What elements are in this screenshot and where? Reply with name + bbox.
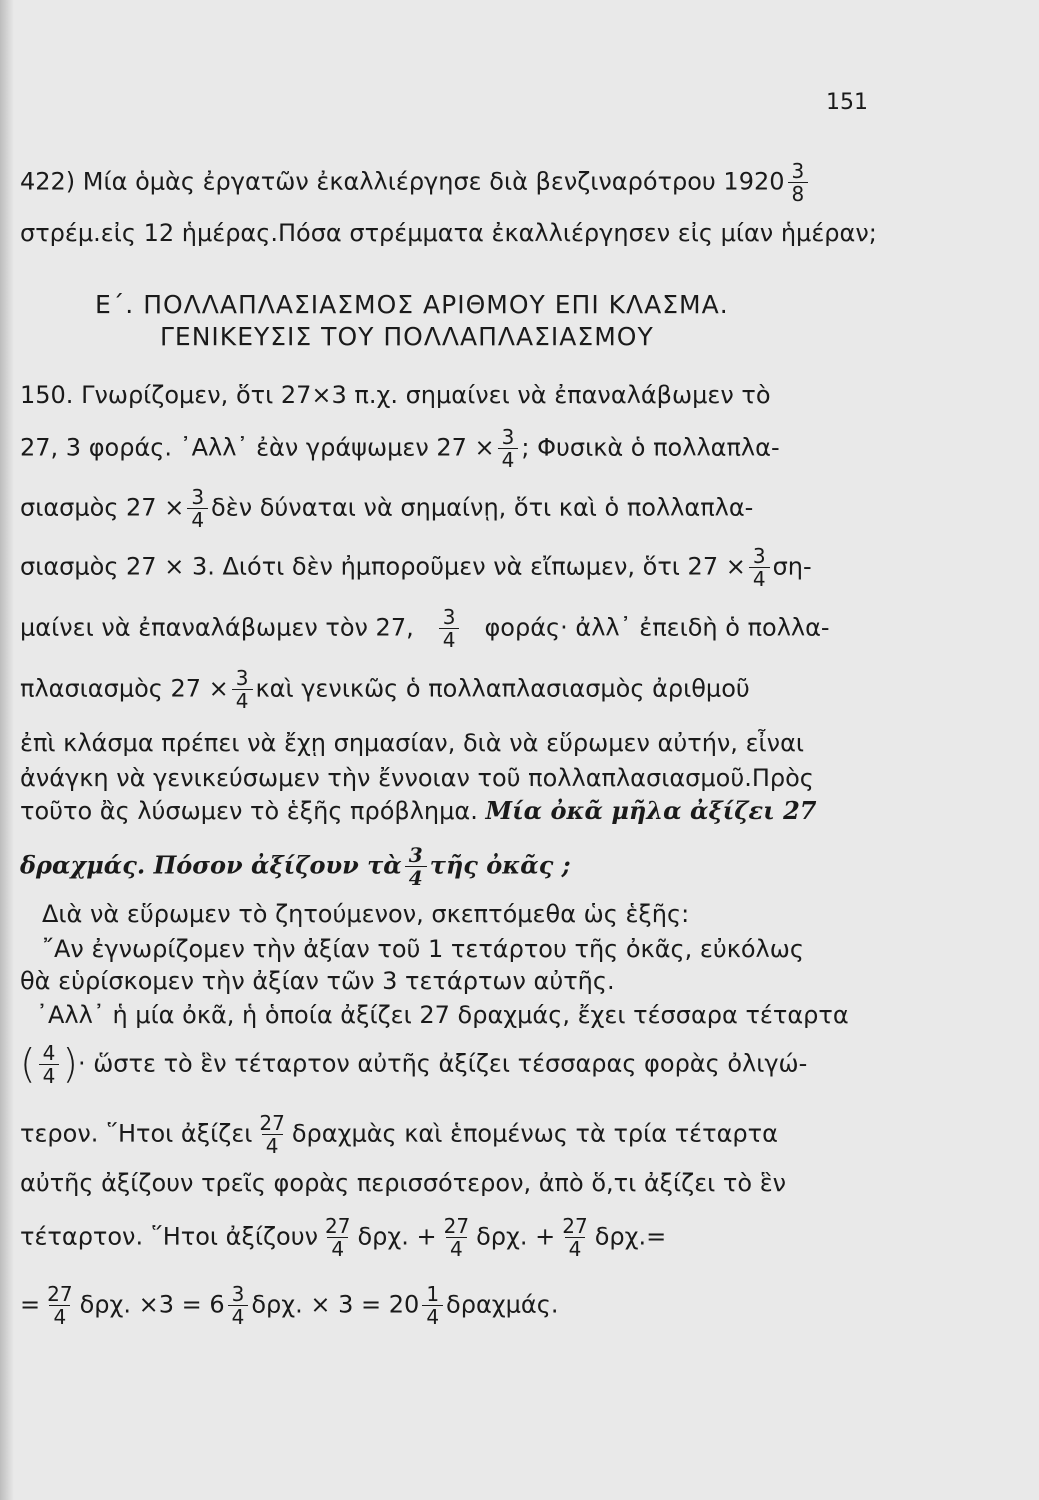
- paragraph-line: [20, 1283, 558, 1328]
- numerator: 27: [562, 1214, 588, 1238]
- fraction: [440, 1215, 473, 1260]
- text: ; Φυσικὰ ὁ πολλαπλα-: [521, 433, 780, 462]
- fraction: [232, 667, 253, 712]
- fraction: [422, 1283, 443, 1328]
- text: δὲν δύναται νὰ σημαίνῃ, ὅτι καὶ ὁ πολλαπλα-: [211, 493, 754, 522]
- fraction: [498, 426, 519, 471]
- fraction: [43, 1283, 76, 1328]
- denominator: 4: [187, 508, 208, 531]
- bold-text: Μία ὀκᾶ μῆλα ἀξίζει 27: [485, 796, 817, 825]
- paragraph-line: Διὰ νὰ εὕρωμεν τὸ ζητούμενον, σκεπτόμεθα ὡς ἑξῆς:: [42, 900, 690, 928]
- denominator: 8: [788, 182, 809, 205]
- text: τερον. ῞Ητοι ἀξίζει: [20, 1119, 253, 1148]
- bold-text: δραχμάς. Πόσον ἀξίζουν τὰ: [20, 850, 402, 880]
- paragraph-line: ἐπὶ κλάσμα πρέπει νὰ ἔχῃ σημασίαν, διὰ νὰ εὕρωμεν αὐτήν, εἶναι: [20, 729, 805, 757]
- fraction: [405, 844, 427, 889]
- text: δραχμὰς καὶ ἑπομένως τὰ τρία τέταρτα: [291, 1119, 778, 1148]
- numerator: 27: [259, 1111, 285, 1135]
- left-paren: (: [20, 1041, 36, 1088]
- page-edge-shadow: [0, 0, 14, 1500]
- fraction: [255, 1112, 288, 1157]
- paragraph-line: αὐτῆς ἀξίζουν τρεῖς φορὰς περισσότερον, ἀπὸ ὅ,τι ἀξίζει τὸ ἓν: [20, 1169, 787, 1197]
- denominator: 4: [49, 1305, 70, 1328]
- text: σιασμὸς 27 × 3. Διότι δὲν ἠμποροῦμεν νὰ εἴπωμεν, ὅτι 27 ×: [20, 552, 746, 581]
- denominator: 4: [749, 567, 770, 590]
- text: · ὥστε τὸ ἓν τέταρτον αὐτῆς ἀξίζει τέσσαρας φορὰς ὀλιγώ-: [77, 1049, 808, 1078]
- fraction: [39, 1042, 60, 1087]
- fraction: [558, 1215, 591, 1260]
- text: καὶ γενικῶς ὁ πολλαπλασιασμὸς ἀριθμοῦ: [255, 674, 750, 703]
- fraction: [749, 545, 770, 590]
- text: =: [20, 1290, 41, 1319]
- fraction: [187, 486, 208, 531]
- text: δρχ.=: [594, 1222, 667, 1251]
- text: τέταρτον. ῞Ητοι ἀξίζουν: [20, 1222, 319, 1251]
- numerator: 3: [501, 425, 515, 449]
- paragraph-line: [20, 426, 780, 471]
- paragraph-line: [20, 486, 753, 531]
- paragraph-line: ῎Αν ἐγνωρίζομεν τὴν ἀξίαν τοῦ 1 τετάρτου τῆς ὀκᾶς, εὐκόλως: [42, 935, 804, 963]
- text: δρχ. +: [476, 1222, 556, 1251]
- denominator: 4: [405, 866, 427, 889]
- paragraph-line: [20, 1042, 807, 1087]
- paragraph-line: [20, 667, 750, 712]
- denominator: 4: [422, 1305, 443, 1328]
- text: 422) Μία ὁμὰς ἐργατῶν ἐκαλλιέργησε διὰ βενζιναρότρου 1920: [20, 167, 785, 196]
- numerator: 3: [442, 605, 456, 629]
- numerator: 3: [408, 843, 423, 867]
- numerator: 27: [443, 1214, 470, 1238]
- paragraph-line: [20, 1112, 778, 1157]
- numerator: 3: [231, 1282, 245, 1306]
- fraction: [788, 160, 809, 205]
- denominator: 4: [228, 1305, 249, 1328]
- text: τοῦτο ἂς λύσωμεν τὸ ἑξῆς πρόβλημα.: [20, 797, 478, 825]
- text: φοράς· ἀλλ᾽ ἐπειδὴ ὁ πολλα-: [484, 613, 830, 642]
- denominator: 4: [39, 1064, 60, 1087]
- problem-422-line2: στρέμ.εἰς 12 ἡμέρας.Πόσα στρέμματα ἐκαλλιέργησεν εἰς μίαν ἡμέραν;: [20, 219, 877, 247]
- paragraph-line: [20, 606, 830, 651]
- paragraph-line: 150. Γνωρίζομεν, ὅτι 27×3 π.χ. σημαίνει νὰ ἐπαναλάβωμεν τὸ: [20, 381, 771, 409]
- text: μαίνει νὰ ἐπαναλάβωμεν τὸν 27,: [20, 613, 414, 642]
- paragraph-line: [20, 796, 816, 826]
- numerator: 27: [47, 1282, 73, 1306]
- numerator: 3: [191, 485, 205, 509]
- fraction: [439, 606, 460, 651]
- paragraph-line: ἀνάγκη νὰ γενικεύσωμεν τὴν ἔννοιαν τοῦ πολλαπλασιασμοῦ.Πρὸς: [20, 764, 814, 792]
- denominator: 4: [232, 689, 253, 712]
- numerator: 27: [325, 1214, 351, 1238]
- right-paren: ): [62, 1041, 78, 1088]
- denominator: 4: [498, 448, 519, 471]
- denominator: 4: [327, 1237, 348, 1260]
- text: 27, 3 φοράς. ᾽Αλλ᾽ ἐὰν γράψωμεν 27 ×: [20, 433, 495, 462]
- paragraph-line: [20, 844, 571, 889]
- problem-422-line1: [20, 160, 811, 205]
- fraction: [228, 1283, 249, 1328]
- page-number: 151: [826, 90, 868, 115]
- numerator: 1: [426, 1282, 440, 1306]
- fraction: [321, 1215, 354, 1260]
- text: σιασμὸς 27 ×: [20, 493, 185, 522]
- paragraph-line: [20, 1215, 666, 1260]
- numerator: 3: [235, 666, 249, 690]
- numerator: 3: [791, 159, 805, 183]
- text: ση-: [772, 552, 812, 581]
- denominator: 4: [565, 1237, 586, 1260]
- numerator: 4: [42, 1041, 56, 1065]
- section-subheading: ΓΕΝΙΚΕΥΣΙΣ ΤΟΥ ΠΟΛΛΑΠΛΑΣΙΑΣΜΟΥ: [160, 322, 654, 351]
- denominator: 4: [262, 1134, 283, 1157]
- denominator: 4: [446, 1237, 467, 1260]
- text: δρχ. +: [357, 1222, 437, 1251]
- text: δρχ. ×3 = 6: [79, 1290, 225, 1319]
- paragraph-line: θὰ εὑρίσκομεν τὴν ἀξίαν τῶν 3 τετάρτων αὐτῆς.: [20, 967, 615, 995]
- text: δραχμάς.: [446, 1290, 559, 1319]
- bold-text: τῆς ὀκᾶς ;: [429, 850, 571, 880]
- text: δρχ. × 3 = 20: [251, 1290, 420, 1319]
- denominator: 4: [439, 628, 460, 651]
- numerator: 3: [752, 544, 766, 568]
- paragraph-line: [20, 545, 812, 590]
- section-heading: Ε΄. ΠΟΛΛΑΠΛΑΣΙΑΣΜΟΣ ΑΡΙΘΜΟΥ ΕΠΙ ΚΛΑΣΜΑ.: [95, 290, 729, 319]
- paragraph-line: ᾽Αλλ᾽ ἡ μία ὀκᾶ, ἡ ὁποία ἀξίζει 27 δραχμάς, ἔχει τέσσαρα τέταρτα: [36, 1001, 849, 1029]
- text: πλασιασμὸς 27 ×: [20, 674, 229, 703]
